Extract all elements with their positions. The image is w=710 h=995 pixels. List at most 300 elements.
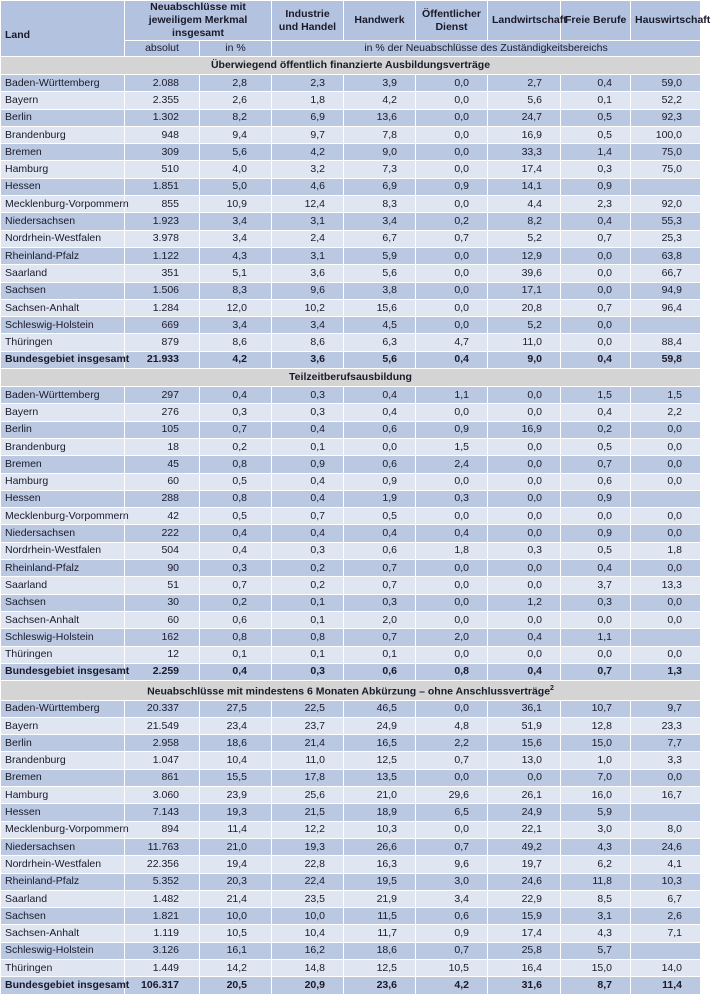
cell-oeffentlicher-dienst: 0,9 (416, 178, 488, 195)
cell-in-prozent: 5,0 (200, 178, 272, 195)
table-row (1, 213, 701, 230)
cell-freie-berufe: 0,0 (561, 317, 631, 334)
cell-in-prozent: 0,5 (200, 473, 272, 490)
cell-landwirtschaft: 15,6 (488, 735, 561, 752)
cell-absolut: 2.355 (125, 92, 200, 109)
cell-landwirtschaft: 8,2 (488, 213, 561, 230)
cell-in-prozent: 21,0 (200, 838, 272, 855)
cell-in-prozent: 5,1 (200, 265, 272, 282)
cell-industrie-handel: 22,4 (272, 873, 344, 890)
cell-oeffentlicher-dienst: 0,0 (416, 299, 488, 316)
cell-absolut: 1.851 (125, 178, 200, 195)
cell-land: Bremen (1, 144, 125, 161)
cell-oeffentlicher-dienst: 0,7 (416, 838, 488, 855)
cell-freie-berufe: 0,6 (561, 473, 631, 490)
cell-freie-berufe: 6,2 (561, 856, 631, 873)
cell-industrie-handel: 0,4 (272, 421, 344, 438)
cell-absolut: 510 (125, 161, 200, 178)
cell-absolut: 51 (125, 577, 200, 594)
cell-in-prozent: 10,9 (200, 196, 272, 213)
cell-landwirtschaft: 16,9 (488, 421, 561, 438)
cell-industrie-handel: 3,1 (272, 213, 344, 230)
cell-oeffentlicher-dienst: 0,0 (416, 646, 488, 663)
table-row-total (1, 351, 701, 368)
cell-handwerk: 0,9 (344, 473, 416, 490)
cell-freie-berufe: 1,1 (561, 629, 631, 646)
cell-hauswirtschaft: 0,0 (631, 508, 701, 525)
cell-industrie-handel: 3,6 (272, 265, 344, 282)
cell-land: Bremen (1, 456, 125, 473)
cell-industrie-handel: 14,8 (272, 960, 344, 977)
cell-oeffentlicher-dienst: 0,9 (416, 421, 488, 438)
cell-oeffentlicher-dienst: 1,1 (416, 387, 488, 404)
cell-absolut: 1.482 (125, 890, 200, 907)
cell-oeffentlicher-dienst: 0,0 (416, 75, 488, 92)
cell-hauswirtschaft: 94,9 (631, 282, 701, 299)
cell-handwerk: 0,6 (344, 663, 416, 680)
table-row-total (1, 663, 701, 680)
cell-oeffentlicher-dienst: 0,0 (416, 196, 488, 213)
cell-absolut: 1.302 (125, 109, 200, 126)
cell-oeffentlicher-dienst: 0,0 (416, 92, 488, 109)
section-title-cell (1, 57, 701, 75)
cell-hauswirtschaft: 1,3 (631, 663, 701, 680)
cell-landwirtschaft: 17,1 (488, 282, 561, 299)
table-row (1, 75, 701, 92)
cell-industrie-handel: 23,7 (272, 717, 344, 734)
cell-landwirtschaft: 14,1 (488, 178, 561, 195)
cell-freie-berufe: 0,7 (561, 663, 631, 680)
cell-land: Hamburg (1, 161, 125, 178)
cell-hauswirtschaft: 0,0 (631, 421, 701, 438)
cell-absolut: 162 (125, 629, 200, 646)
cell-absolut: 504 (125, 542, 200, 559)
cell-landwirtschaft: 24,6 (488, 873, 561, 890)
cell-industrie-handel: 21,5 (272, 804, 344, 821)
table-row (1, 317, 701, 334)
cell-hauswirtschaft: 59,0 (631, 75, 701, 92)
cell-absolut: 1.122 (125, 247, 200, 264)
cell-in-prozent: 10,5 (200, 925, 272, 942)
cell-handwerk: 0,5 (344, 508, 416, 525)
cell-in-prozent: 0,4 (200, 542, 272, 559)
cell-industrie-handel: 0,1 (272, 438, 344, 455)
cell-freie-berufe: 0,0 (561, 282, 631, 299)
cell-in-prozent: 9,4 (200, 126, 272, 143)
cell-in-prozent: 8,6 (200, 334, 272, 351)
cell-hauswirtschaft: 52,2 (631, 92, 701, 109)
table-row (1, 594, 701, 611)
table-row (1, 838, 701, 855)
section-title: Überwiegend öffentlich finanzierte Ausbildungsverträge (210, 59, 491, 71)
cell-freie-berufe: 15,0 (561, 960, 631, 977)
cell-handwerk: 7,3 (344, 161, 416, 178)
cell-landwirtschaft: 0,0 (488, 387, 561, 404)
cell-industrie-handel: 8,6 (272, 334, 344, 351)
cell-landwirtschaft: 0,0 (488, 646, 561, 663)
cell-absolut: 42 (125, 508, 200, 525)
cell-in-prozent: 0,4 (200, 525, 272, 542)
cell-handwerk: 9,0 (344, 144, 416, 161)
cell-landwirtschaft: 0,0 (488, 577, 561, 594)
cell-hauswirtschaft: 0,0 (631, 611, 701, 628)
cell-in-prozent: 10,4 (200, 752, 272, 769)
cell-land: Sachsen-Anhalt (1, 611, 125, 628)
table-row (1, 735, 701, 752)
cell-landwirtschaft: 15,9 (488, 908, 561, 925)
cell-landwirtschaft: 16,4 (488, 960, 561, 977)
cell-land: Baden-Württemberg (1, 700, 125, 717)
cell-land: Hessen (1, 804, 125, 821)
cell-industrie-handel: 21,4 (272, 735, 344, 752)
cell-hauswirtschaft: 0,0 (631, 594, 701, 611)
cell-freie-berufe: 0,0 (561, 508, 631, 525)
cell-handwerk: 21,0 (344, 787, 416, 804)
cell-oeffentlicher-dienst: 0,0 (416, 144, 488, 161)
cell-industrie-handel: 9,7 (272, 126, 344, 143)
cell-hauswirtschaft (631, 317, 701, 334)
cell-freie-berufe: 0,9 (561, 525, 631, 542)
cell-hauswirtschaft (631, 629, 701, 646)
cell-industrie-handel: 3,1 (272, 247, 344, 264)
cell-absolut: 1.047 (125, 752, 200, 769)
cell-absolut: 20.337 (125, 700, 200, 717)
cell-land: Thüringen (1, 960, 125, 977)
cell-oeffentlicher-dienst: 4,2 (416, 977, 488, 994)
cell-freie-berufe: 0,5 (561, 109, 631, 126)
cell-handwerk: 0,1 (344, 646, 416, 663)
cell-hauswirtschaft: 96,4 (631, 299, 701, 316)
header-in-prozent: in % (200, 41, 272, 57)
cell-absolut: 2.088 (125, 75, 200, 92)
table-row (1, 700, 701, 717)
cell-absolut: 21.933 (125, 351, 200, 368)
cell-absolut: 105 (125, 421, 200, 438)
cell-freie-berufe: 3,1 (561, 908, 631, 925)
section-title-cell (1, 681, 701, 701)
cell-in-prozent: 0,2 (200, 438, 272, 455)
cell-oeffentlicher-dienst: 4,7 (416, 334, 488, 351)
cell-oeffentlicher-dienst: 29,6 (416, 787, 488, 804)
cell-oeffentlicher-dienst: 0,7 (416, 942, 488, 959)
cell-landwirtschaft: 31,6 (488, 977, 561, 994)
cell-oeffentlicher-dienst: 9,6 (416, 856, 488, 873)
cell-hauswirtschaft: 3,3 (631, 752, 701, 769)
cell-land: Sachsen (1, 282, 125, 299)
cell-in-prozent: 8,3 (200, 282, 272, 299)
cell-in-prozent: 2,8 (200, 75, 272, 92)
cell-in-prozent: 19,4 (200, 856, 272, 873)
cell-hauswirtschaft: 25,3 (631, 230, 701, 247)
cell-oeffentlicher-dienst: 0,0 (416, 282, 488, 299)
cell-handwerk: 0,7 (344, 629, 416, 646)
cell-in-prozent: 0,4 (200, 387, 272, 404)
cell-oeffentlicher-dienst: 0,7 (416, 752, 488, 769)
cell-industrie-handel: 12,2 (272, 821, 344, 838)
cell-land: Schleswig-Holstein (1, 317, 125, 334)
cell-hauswirtschaft: 2,2 (631, 404, 701, 421)
cell-freie-berufe: 12,8 (561, 717, 631, 734)
cell-handwerk: 46,5 (344, 700, 416, 717)
cell-in-prozent: 8,2 (200, 109, 272, 126)
section-title: Neuabschlüsse mit mindestens 6 Monaten Abkürzung – ohne Anschlussverträge (147, 685, 551, 698)
cell-hauswirtschaft: 75,0 (631, 144, 701, 161)
cell-industrie-handel: 19,3 (272, 838, 344, 855)
cell-in-prozent: 0,4 (200, 663, 272, 680)
cell-handwerk: 5,9 (344, 247, 416, 264)
cell-freie-berufe: 0,9 (561, 490, 631, 507)
cell-landwirtschaft: 0,0 (488, 611, 561, 628)
cell-oeffentlicher-dienst: 0,0 (416, 769, 488, 786)
cell-freie-berufe: 0,4 (561, 560, 631, 577)
cell-land: Thüringen (1, 334, 125, 351)
cell-oeffentlicher-dienst: 0,8 (416, 663, 488, 680)
cell-freie-berufe: 0,0 (561, 247, 631, 264)
cell-in-prozent: 23,4 (200, 717, 272, 734)
cell-freie-berufe: 0,4 (561, 351, 631, 368)
cell-landwirtschaft: 17,4 (488, 925, 561, 942)
table-row (1, 456, 701, 473)
cell-in-prozent: 23,9 (200, 787, 272, 804)
cell-land: Schleswig-Holstein (1, 942, 125, 959)
cell-hauswirtschaft: 16,7 (631, 787, 701, 804)
cell-hauswirtschaft: 10,3 (631, 873, 701, 890)
cell-industrie-handel: 11,0 (272, 752, 344, 769)
cell-oeffentlicher-dienst: 0,0 (416, 247, 488, 264)
cell-hauswirtschaft: 66,7 (631, 265, 701, 282)
cell-absolut: 861 (125, 769, 200, 786)
section-header (1, 681, 701, 701)
cell-oeffentlicher-dienst: 4,8 (416, 717, 488, 734)
cell-absolut: 855 (125, 196, 200, 213)
cell-oeffentlicher-dienst: 0,4 (416, 351, 488, 368)
section-header (1, 57, 701, 75)
cell-freie-berufe: 0,4 (561, 75, 631, 92)
cell-landwirtschaft: 1,2 (488, 594, 561, 611)
cell-in-prozent: 21,4 (200, 890, 272, 907)
cell-handwerk: 6,3 (344, 334, 416, 351)
table-row (1, 646, 701, 663)
table-row (1, 890, 701, 907)
cell-hauswirtschaft: 9,7 (631, 700, 701, 717)
cell-oeffentlicher-dienst: 0,0 (416, 126, 488, 143)
cell-freie-berufe: 0,7 (561, 230, 631, 247)
cell-oeffentlicher-dienst: 0,0 (416, 700, 488, 717)
cell-in-prozent: 0,3 (200, 404, 272, 421)
cell-industrie-handel: 0,3 (272, 663, 344, 680)
table-row (1, 282, 701, 299)
cell-absolut: 21.549 (125, 717, 200, 734)
cell-absolut: 60 (125, 473, 200, 490)
cell-oeffentlicher-dienst: 1,5 (416, 438, 488, 455)
cell-absolut: 222 (125, 525, 200, 542)
cell-land: Bayern (1, 92, 125, 109)
cell-in-prozent: 3,4 (200, 213, 272, 230)
cell-hauswirtschaft: 11,4 (631, 977, 701, 994)
cell-land: Saarland (1, 265, 125, 282)
cell-industrie-handel: 20,9 (272, 977, 344, 994)
cell-land: Bayern (1, 717, 125, 734)
cell-industrie-handel: 23,5 (272, 890, 344, 907)
cell-land: Mecklenburg-Vorpommern (1, 508, 125, 525)
cell-hauswirtschaft: 100,0 (631, 126, 701, 143)
cell-land: Saarland (1, 577, 125, 594)
cell-oeffentlicher-dienst: 2,0 (416, 629, 488, 646)
cell-land: Baden-Württemberg (1, 387, 125, 404)
cell-hauswirtschaft (631, 804, 701, 821)
table-row (1, 908, 701, 925)
cell-freie-berufe: 0,7 (561, 456, 631, 473)
cell-freie-berufe: 8,5 (561, 890, 631, 907)
cell-in-prozent: 3,4 (200, 230, 272, 247)
cell-absolut: 106.317 (125, 977, 200, 994)
cell-handwerk: 13,6 (344, 109, 416, 126)
cell-handwerk: 0,0 (344, 438, 416, 455)
header-handwerk: Handwerk (344, 1, 416, 41)
cell-oeffentlicher-dienst: 0,0 (416, 109, 488, 126)
cell-landwirtschaft: 9,0 (488, 351, 561, 368)
cell-handwerk: 0,6 (344, 542, 416, 559)
cell-landwirtschaft: 36,1 (488, 700, 561, 717)
table-row (1, 144, 701, 161)
table-header (1, 1, 710, 57)
cell-oeffentlicher-dienst: 0,0 (416, 560, 488, 577)
cell-landwirtschaft: 0,4 (488, 629, 561, 646)
cell-in-prozent: 27,5 (200, 700, 272, 717)
table-row (1, 960, 701, 977)
cell-handwerk: 18,9 (344, 804, 416, 821)
cell-handwerk: 12,5 (344, 960, 416, 977)
cell-oeffentlicher-dienst: 0,0 (416, 161, 488, 178)
cell-handwerk: 3,9 (344, 75, 416, 92)
cell-freie-berufe: 0,2 (561, 421, 631, 438)
cell-hauswirtschaft: 4,1 (631, 856, 701, 873)
cell-land: Mecklenburg-Vorpommern (1, 821, 125, 838)
cell-handwerk: 21,9 (344, 890, 416, 907)
table-row (1, 942, 701, 959)
cell-absolut: 18 (125, 438, 200, 455)
cell-landwirtschaft: 20,8 (488, 299, 561, 316)
cell-oeffentlicher-dienst: 0,3 (416, 490, 488, 507)
table-row (1, 560, 701, 577)
cell-in-prozent: 12,0 (200, 299, 272, 316)
cell-handwerk: 8,3 (344, 196, 416, 213)
cell-landwirtschaft: 5,2 (488, 230, 561, 247)
cell-landwirtschaft: 19,7 (488, 856, 561, 873)
cell-oeffentlicher-dienst: 0,4 (416, 525, 488, 542)
cell-industrie-handel: 0,3 (272, 387, 344, 404)
cell-oeffentlicher-dienst: 3,0 (416, 873, 488, 890)
table-row (1, 629, 701, 646)
cell-handwerk: 0,6 (344, 421, 416, 438)
header-landwirtschaft: Landwirtschaft (488, 1, 561, 41)
cell-land: Brandenburg (1, 752, 125, 769)
cell-handwerk: 0,7 (344, 577, 416, 594)
cell-handwerk: 11,7 (344, 925, 416, 942)
table-row (1, 230, 701, 247)
cell-freie-berufe: 0,3 (561, 161, 631, 178)
cell-industrie-handel: 3,2 (272, 161, 344, 178)
cell-absolut: 1.923 (125, 213, 200, 230)
cell-land: Mecklenburg-Vorpommern (1, 196, 125, 213)
cell-land: Nordrhein-Westfalen (1, 230, 125, 247)
cell-freie-berufe: 0,4 (561, 404, 631, 421)
cell-landwirtschaft: 0,4 (488, 663, 561, 680)
cell-land: Schleswig-Holstein (1, 629, 125, 646)
cell-in-prozent: 2,6 (200, 92, 272, 109)
cell-oeffentlicher-dienst: 0,0 (416, 577, 488, 594)
cell-in-prozent: 4,2 (200, 351, 272, 368)
cell-landwirtschaft: 33,3 (488, 144, 561, 161)
cell-freie-berufe: 15,0 (561, 735, 631, 752)
cell-freie-berufe: 0,0 (561, 646, 631, 663)
section-title: Teilzeitberufsausbildung (289, 371, 412, 384)
table-row (1, 196, 701, 213)
cell-industrie-handel: 10,0 (272, 908, 344, 925)
cell-oeffentlicher-dienst: 0,0 (416, 508, 488, 525)
cell-hauswirtschaft: 1,8 (631, 542, 701, 559)
cell-industrie-handel: 0,8 (272, 629, 344, 646)
cell-handwerk: 0,4 (344, 404, 416, 421)
cell-absolut: 45 (125, 456, 200, 473)
cell-handwerk: 12,5 (344, 752, 416, 769)
cell-freie-berufe: 8,7 (561, 977, 631, 994)
cell-handwerk: 19,5 (344, 873, 416, 890)
cell-industrie-handel: 0,1 (272, 611, 344, 628)
cell-absolut: 3.126 (125, 942, 200, 959)
cell-hauswirtschaft: 0,0 (631, 438, 701, 455)
header-oeffentlicher-dienst: Öffentlicher Dienst (416, 1, 488, 41)
cell-hauswirtschaft: 0,0 (631, 525, 701, 542)
cell-land: Hessen (1, 178, 125, 195)
cell-land: Niedersachsen (1, 838, 125, 855)
cell-in-prozent: 0,5 (200, 508, 272, 525)
cell-absolut: 2.958 (125, 735, 200, 752)
cell-absolut: 879 (125, 334, 200, 351)
cell-absolut: 948 (125, 126, 200, 143)
cell-in-prozent: 4,0 (200, 161, 272, 178)
table-row (1, 265, 701, 282)
header-hauswirtschaft: Hauswirtschaft (631, 1, 701, 41)
cell-oeffentlicher-dienst: 0,0 (416, 265, 488, 282)
cell-industrie-handel: 17,8 (272, 769, 344, 786)
cell-in-prozent: 0,8 (200, 629, 272, 646)
cell-land: Niedersachsen (1, 213, 125, 230)
cell-absolut: 297 (125, 387, 200, 404)
table-row (1, 821, 701, 838)
cell-hauswirtschaft: 92,0 (631, 196, 701, 213)
cell-freie-berufe: 16,0 (561, 787, 631, 804)
cell-land: Hessen (1, 490, 125, 507)
cell-landwirtschaft: 5,6 (488, 92, 561, 109)
cell-absolut: 894 (125, 821, 200, 838)
table-row (1, 387, 701, 404)
cell-industrie-handel: 3,6 (272, 351, 344, 368)
cell-land: Brandenburg (1, 126, 125, 143)
table-row (1, 421, 701, 438)
cell-handwerk: 0,4 (344, 387, 416, 404)
header-industrie-handel: Industrie und Handel (272, 1, 344, 41)
table-row (1, 856, 701, 873)
cell-industrie-handel: 22,8 (272, 856, 344, 873)
cell-in-prozent: 0,8 (200, 456, 272, 473)
table-row (1, 925, 701, 942)
cell-oeffentlicher-dienst: 0,0 (416, 317, 488, 334)
cell-in-prozent: 5,6 (200, 144, 272, 161)
cell-hauswirtschaft: 7,1 (631, 925, 701, 942)
cell-landwirtschaft: 0,0 (488, 508, 561, 525)
cell-hauswirtschaft: 59,8 (631, 351, 701, 368)
